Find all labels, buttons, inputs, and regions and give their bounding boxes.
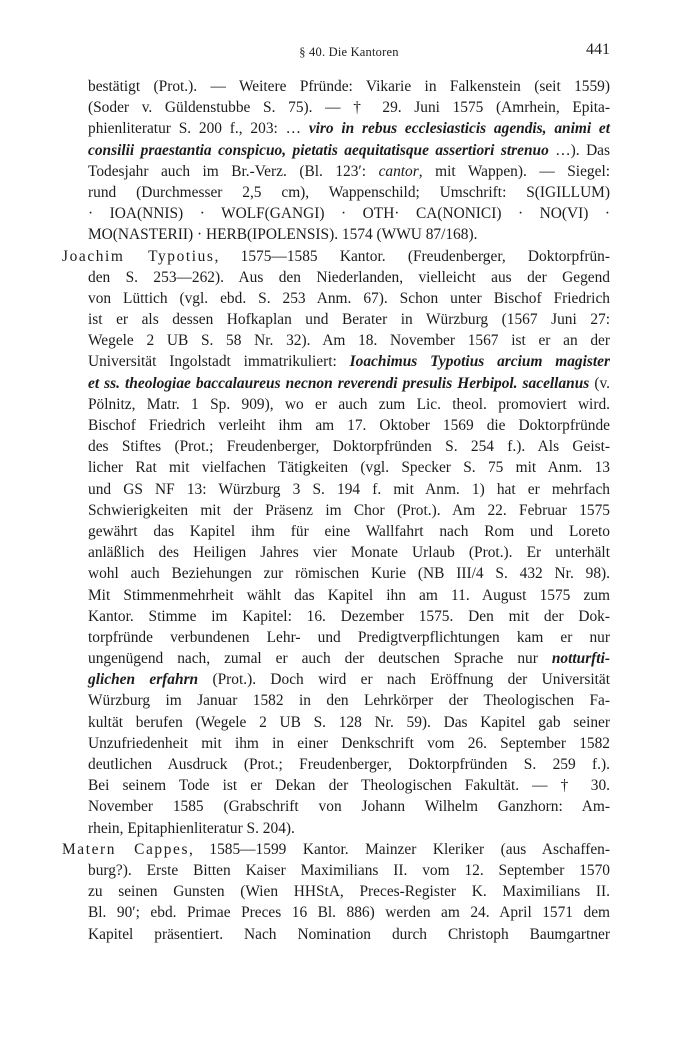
text-run: Unzufriedenheit mit ihm in einer Denkschrift vom 26. September 1582 <box>88 734 610 752</box>
text-line <box>88 902 610 923</box>
latin-quote: Ioachimus Typotius arcium magister <box>349 353 610 371</box>
text-line <box>88 203 610 224</box>
text-run: Universität Ingolstadt immatrikuliert: <box>88 353 350 371</box>
text-run: Würzburg im Januar 1582 in den Lehrkörper der Theologischen Fa- <box>88 692 610 710</box>
text-run: des Stiftes (Prot.; Freudenberger, Doktorpfründen S. 254 f.). Als Geist- <box>88 438 610 456</box>
text-line <box>62 839 610 860</box>
text-line <box>88 267 610 288</box>
text-run: Kantor. Stimme im Kapitel: 16. Dezember 1575. Den mit der Dok- <box>88 607 610 625</box>
text-line <box>88 373 610 394</box>
text-run: Pölnitz, Matr. 1 Sp. 909), wo er auch zum Lic. theol. promoviert wird. <box>88 395 610 413</box>
text-line <box>88 309 610 330</box>
text-run: , 1585—1599 Kantor. Mainzer Kleriker (aus Aschaffen- <box>189 840 610 858</box>
text-run: burg?). Erste Bitten Kaiser Maximilians II. vom 12. September 1570 <box>88 861 610 879</box>
text-line <box>88 733 610 754</box>
text-run: und GS NF 13: Würzburg 3 S. 194 f. mit Anm. 1) hat er mehrfach <box>88 480 610 498</box>
text-run: November 1585 (Grabschrift von Johann Wilhelm Ganzhorn: Am- <box>88 798 610 816</box>
text-line <box>88 627 610 648</box>
text-line <box>88 479 610 500</box>
text-run: zu seinen Gunsten (Wien HHStA, Preces-Register K. Maximilians II. <box>88 883 610 901</box>
text-run: phienliteratur S. 200 f., 203: … <box>88 120 309 138</box>
text-line <box>88 542 610 563</box>
entry-name: Joachim Typotius <box>62 247 215 265</box>
text-run: Schwierigkeiten mit der Präsenz im Chor (Prot.). Am 22. Februar 1575 <box>88 501 610 519</box>
text-run: kultät berufen (Wegele 2 UB S. 128 Nr. 59). Das Kapitel gab seiner <box>88 713 610 731</box>
text-run: Wegele 2 UB S. 58 Nr. 32). Am 18. November 1567 ist er an der <box>88 332 610 350</box>
text-run: wohl auch Beziehungen zur römischen Kurie (NB III/4 S. 432 Nr. 98). <box>88 565 610 583</box>
running-header <box>88 40 610 62</box>
text-line <box>88 860 610 881</box>
text-line <box>62 246 610 267</box>
text-run: von Lüttich (vgl. ebd. S. 253 Anm. 67). Schon unter Bischof Friedrich <box>88 289 610 307</box>
text-line <box>88 140 610 161</box>
text-line <box>88 754 610 775</box>
text-run: …). Das <box>548 141 610 159</box>
text-line <box>88 436 610 457</box>
text-run: Bischof Friedrich verleiht ihm am 17. Oktober 1569 die Doktorpfründe <box>88 417 610 434</box>
text-line <box>88 394 610 415</box>
text-line <box>88 500 610 521</box>
text-run: gewährt das Kapitel ihm für eine Wallfahrt nach Rom und Loreto <box>88 522 610 540</box>
text-line <box>88 330 610 351</box>
text-run: · IOA(NNIS) · WOLF(GANGI) · OTH· CA(NONICI) · NO(VI) · <box>88 205 610 223</box>
text-run: Kapitel präsentiert. Nach Nomination durch Christoph Baumgartner <box>88 925 610 943</box>
text-run: torpfründe verbundenen Lehr- und Predigtverpflichtungen kam er nur <box>88 628 610 646</box>
text-line <box>88 690 610 711</box>
text-line <box>88 224 610 245</box>
text-run: Todesjahr auch im Br.-Verz. (Bl. 123′: <box>88 162 379 180</box>
text-run: Bl. 90′; ebd. Primae Preces 16 Bl. 886) werden am 24. April 1571 dem <box>88 904 610 922</box>
text-line <box>88 585 610 606</box>
text-line <box>88 796 610 817</box>
latin-quote: glichen erfahrn <box>88 671 199 689</box>
text-line <box>88 161 610 182</box>
text-line <box>88 288 610 309</box>
body-text <box>62 76 611 945</box>
latin-quote: consilii praestantia conspicuo, pietatis aequitatisque assertiori strenuo <box>88 141 549 159</box>
latin-quote: et ss. theologiae baccalaureus necnon reverendi presulis Herbipol. sacellanus <box>88 374 590 392</box>
text-run: rhein, Epitaphienliteratur S. 204). <box>88 819 295 837</box>
text-line <box>88 818 610 839</box>
text-run: ist er als dessen Hofkaplan und Berater in Würzburg (1567 Juni 27: <box>88 311 610 329</box>
running-title: § 40. Die Kantoren <box>299 45 399 59</box>
text-run: (Prot.). Doch wird er nach Eröffnung der Universität <box>198 671 610 689</box>
latin-quote: notturfti- <box>551 650 610 668</box>
text-line <box>88 648 610 669</box>
text-line <box>88 563 610 584</box>
italic-term: cantor <box>378 162 419 180</box>
text-run: den S. 253—262). Aus den Niederlanden, vielleicht aus der Gegend <box>88 268 610 286</box>
text-run: bestätigt (Prot.). — Weitere Pfründe: Vikarie in Falkenstein (seit 1559) <box>88 78 610 95</box>
text-run: licher Rat mit vielfachen Tätigkeiten (vgl. Specker S. 75 mit Anm. 13 <box>88 459 610 477</box>
text-run: , mit Wappen). — Siegel: <box>418 162 610 180</box>
page-number: 441 <box>586 41 610 58</box>
text-run: Bei seinem Tode ist er Dekan der Theologischen Fakultät. — † 30. <box>88 777 610 795</box>
text-line <box>88 457 610 478</box>
text-line <box>88 521 610 542</box>
text-line <box>88 881 610 902</box>
text-run: ungenügend nach, zumal er auch der deutschen Sprache nur <box>88 650 552 668</box>
text-line <box>88 351 610 372</box>
text-line <box>88 182 610 203</box>
entry-name: Matern Cappes <box>62 840 190 858</box>
text-run: MO(NASTERII) · HERB(IPOLENSIS). 1574 (WWU 87/168). <box>88 226 478 244</box>
text-run: anläßlich des Heiligen Jahres vier Monate Urlaub (Prot.). Er unterhält <box>88 544 610 562</box>
text-line <box>88 924 610 945</box>
text-line <box>88 118 610 139</box>
text-line <box>88 775 610 796</box>
text-line <box>88 415 610 436</box>
latin-quote: viro in rebus ecclesiasticis agendis, animi et <box>308 120 611 138</box>
text-run: rund (Durchmesser 2,5 cm), Wappenschild; Umschrift: S(IGILLUM) <box>88 183 610 201</box>
text-line <box>88 712 610 733</box>
text-line <box>88 76 610 97</box>
text-run: deutlichen Ausdruck (Prot.; Freudenberger, Doktorpfründen S. 259 f.). <box>88 756 610 773</box>
text-line <box>88 606 610 627</box>
text-run: , 1575—1585 Kantor. (Freudenberger, Doktorpfrün- <box>214 247 610 265</box>
text-line <box>88 97 610 118</box>
text-run: Mit Stimmenmehrheit wählt das Kapitel ihn am 11. August 1575 zum <box>88 586 610 604</box>
text-run: (Soder v. Güldenstubbe S. 75). — † 29. Juni 1575 (Amrhein, Epita- <box>88 99 610 117</box>
text-run: (v. <box>589 374 610 392</box>
text-line <box>88 669 610 690</box>
